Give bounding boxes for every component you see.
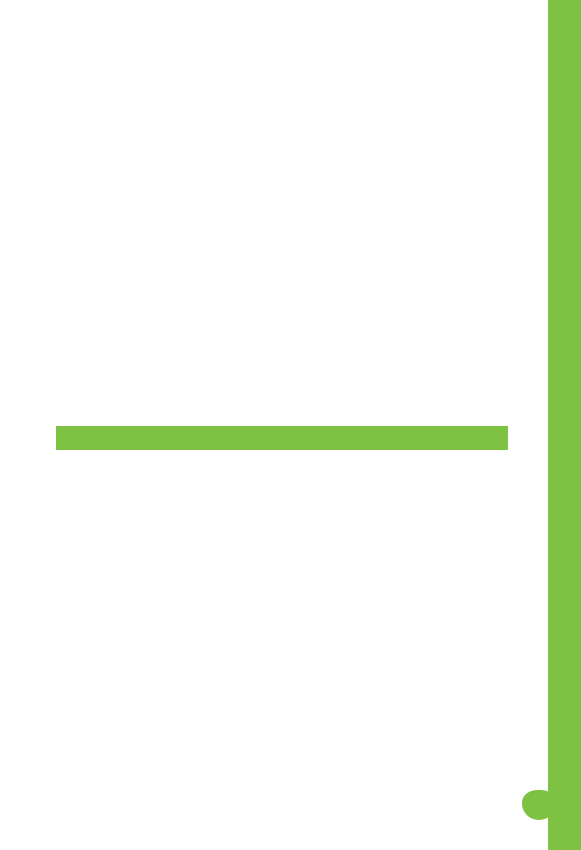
product-table bbox=[56, 426, 508, 450]
header-caracteristicas bbox=[292, 426, 392, 450]
header-produto bbox=[56, 426, 250, 450]
product-photos bbox=[84, 120, 454, 390]
page-sidebar bbox=[548, 0, 581, 850]
brand-logo bbox=[56, 61, 114, 69]
header-ean bbox=[392, 426, 456, 450]
header-expositor bbox=[456, 426, 508, 450]
header-codigo bbox=[250, 426, 292, 450]
logo-color-bars bbox=[56, 61, 114, 64]
table-header-row bbox=[56, 426, 508, 450]
